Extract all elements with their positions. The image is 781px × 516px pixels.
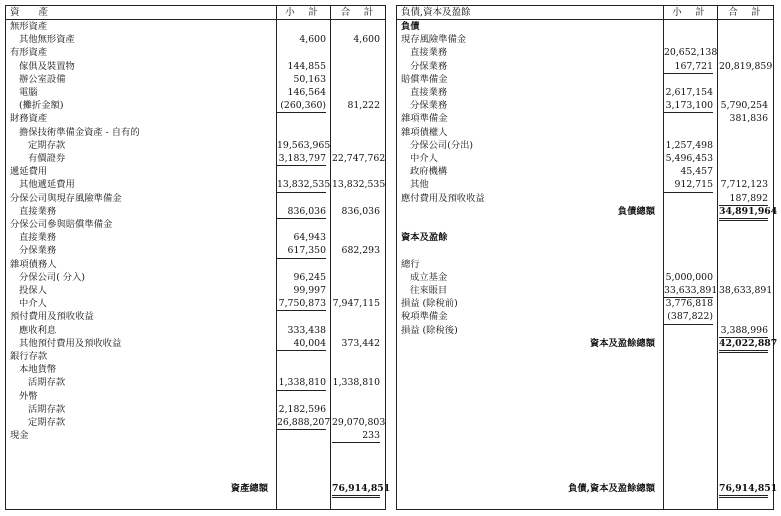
subtotal-cell: 45,457 — [680, 166, 713, 178]
total-cell: 682,293 — [341, 245, 380, 257]
subtotal-cell: 1,257,498 — [665, 139, 713, 151]
subtotal-cell: 20,652,138 — [664, 47, 718, 59]
subtotal-cell — [277, 20, 326, 33]
subtotal-cell — [664, 20, 713, 33]
subtotal-cell: 912,715 — [664, 178, 713, 192]
subtotal-cell — [277, 350, 326, 363]
row-label: 定期存款 — [28, 139, 66, 151]
subtotal-cell — [664, 363, 713, 376]
table-row — [6, 231, 385, 244]
table-row — [397, 73, 773, 86]
subtotal-cell — [277, 218, 326, 231]
table-row — [397, 218, 773, 231]
table-row — [397, 442, 773, 455]
total-cell — [332, 126, 380, 139]
total-cell — [719, 297, 768, 310]
table-row — [6, 350, 385, 363]
table-row — [397, 258, 773, 271]
total-cell: 836,036 — [341, 205, 380, 217]
table-row — [397, 350, 773, 363]
subtotal-cell — [664, 442, 713, 455]
total-cell: 381,836 — [729, 113, 768, 125]
row-label: 雜項債權人 — [401, 126, 448, 138]
table-row — [397, 20, 773, 33]
table-row — [397, 469, 773, 482]
row-label: 活期存款 — [28, 377, 66, 389]
subtotal-cell — [277, 46, 326, 59]
table-row — [6, 86, 385, 99]
row-label: 其他無形資產 — [19, 34, 75, 46]
table-row — [6, 112, 385, 125]
subtotal-cell: (387,822) — [664, 310, 713, 324]
total-cell — [332, 390, 380, 403]
row-label: 有價證券 — [28, 153, 66, 164]
table-row — [397, 178, 773, 191]
subtotal-cell — [277, 456, 326, 469]
row-label: 投保人 — [19, 285, 47, 296]
row-label: 中介人 — [410, 153, 438, 164]
subtotal-cell: 5,000,000 — [665, 271, 713, 283]
table-row — [397, 324, 773, 337]
total-cell — [332, 284, 380, 297]
table-row — [397, 429, 773, 442]
subtotal-cell — [664, 456, 713, 469]
total-cell — [719, 416, 768, 429]
row-label: 活期存款 — [28, 403, 66, 415]
subtotal-cell — [664, 231, 713, 244]
row-label: 雜項準備金 — [401, 113, 448, 125]
table-row — [397, 271, 773, 284]
table-row — [397, 337, 778, 350]
assets-header-row — [6, 6, 385, 20]
row-label: 資本及盈餘總額 — [589, 337, 655, 349]
table-row — [6, 33, 385, 46]
table-row — [6, 139, 385, 152]
total-cell — [332, 139, 380, 152]
table-row — [6, 73, 385, 86]
total-cell — [719, 456, 768, 469]
table-row — [6, 429, 385, 442]
total-cell — [332, 310, 380, 323]
subtotal-cell: 836,036 — [277, 205, 326, 219]
total-cell — [719, 231, 768, 244]
row-label: 分保公司( 分入) — [19, 271, 85, 283]
row-label: 負債總額 — [617, 205, 655, 217]
subtotal-cell: 40,004 — [277, 337, 326, 351]
subtotal-cell — [277, 363, 326, 376]
row-label: 分保公司與現存風險準備金 — [10, 192, 122, 204]
subtotal-cell — [277, 482, 326, 495]
total-cell: 1,338,810 — [332, 377, 380, 389]
total-cell — [332, 218, 380, 231]
row-label: 定期存款 — [28, 417, 66, 428]
total-cell — [719, 310, 768, 323]
subtotal-cell: 13,832,535 — [277, 178, 326, 192]
row-label: 政府機構 — [410, 166, 448, 178]
subtotal-cell — [664, 350, 713, 363]
row-label: 現金 — [10, 430, 29, 442]
table-row — [397, 112, 773, 125]
subtotal-cell: 50,163 — [293, 73, 326, 85]
total-cell — [719, 376, 768, 389]
liabilities-subtotal-header: 小 計 — [672, 7, 707, 18]
table-row — [397, 403, 773, 416]
subtotal-cell: 617,350 — [277, 244, 326, 258]
subtotal-cell — [277, 390, 326, 403]
table-row — [397, 416, 773, 429]
total-cell — [719, 469, 768, 482]
table-row — [6, 244, 385, 257]
table-row — [6, 376, 385, 389]
table-row — [6, 469, 385, 482]
subtotal-cell — [277, 469, 326, 482]
table-row — [397, 60, 773, 73]
table-row — [397, 310, 773, 323]
table-row — [397, 231, 773, 244]
total-cell — [719, 139, 768, 152]
subtotal-cell — [664, 126, 713, 139]
table-row — [397, 284, 773, 297]
total-cell: 7,947,115 — [332, 298, 380, 310]
table-row — [6, 337, 385, 350]
table-row — [6, 258, 385, 271]
row-label: 傢俱及裝置物 — [19, 60, 75, 72]
row-label: 直接業務 — [19, 205, 57, 217]
subtotal-cell: 4,600 — [299, 34, 326, 46]
total-cell — [332, 20, 380, 33]
total-cell — [719, 33, 768, 46]
subtotal-cell: 5,496,453 — [665, 153, 713, 164]
subtotal-cell: 167,721 — [664, 60, 713, 74]
total-cell — [719, 271, 768, 284]
total-cell — [719, 429, 768, 442]
table-row — [397, 297, 773, 310]
total-cell: 81,222 — [347, 100, 380, 112]
total-cell — [719, 244, 768, 257]
total-cell — [332, 73, 380, 86]
subtotal-cell: 99,997 — [293, 285, 326, 296]
row-label: 直接業務 — [410, 87, 448, 98]
subtotal-cell: 7,750,873 — [277, 297, 326, 311]
subtotal-cell: (260,360) — [277, 99, 326, 113]
table-row — [397, 33, 773, 46]
subtotal-cell — [664, 73, 713, 86]
total-cell — [719, 403, 768, 416]
table-row — [6, 20, 385, 33]
total-cell — [332, 469, 380, 482]
row-label: 總行 — [401, 258, 420, 270]
row-label: 應付費用及預收收益 — [401, 192, 485, 204]
row-label: 直接業務 — [19, 232, 57, 244]
subtotal-cell — [277, 429, 326, 442]
row-label: 分保業務 — [19, 245, 57, 257]
total-cell: 233 — [332, 429, 380, 443]
row-label: 損益 (除稅後) — [401, 324, 458, 336]
row-label: 負債 — [401, 21, 420, 32]
total-cell — [332, 456, 380, 469]
table-row — [397, 46, 773, 59]
total-cell — [719, 390, 768, 403]
table-row — [397, 192, 773, 205]
subtotal-cell: 19,563,965 — [277, 139, 331, 151]
table-row — [397, 205, 778, 218]
table-row — [6, 403, 385, 416]
row-label: 應收利息 — [19, 324, 57, 336]
subtotal-cell: 33,633,891 — [664, 284, 713, 298]
subtotal-cell: 3,183,797 — [277, 152, 326, 166]
assets-panel — [5, 5, 391, 510]
total-cell: 5,790,254 — [720, 100, 768, 112]
table-row — [6, 310, 385, 323]
liabilities-item-header: 負債,資本及盈餘 — [401, 7, 471, 18]
subtotal-cell: 333,438 — [287, 324, 326, 336]
total-cell: 76,914,851 — [332, 482, 380, 498]
subtotal-cell — [664, 218, 713, 231]
table-row — [6, 416, 385, 429]
subtotal-cell: 26,888,207 — [277, 416, 326, 430]
table-row — [6, 218, 385, 231]
row-label: 電腦 — [19, 87, 38, 98]
row-label: 外幣 — [19, 390, 38, 402]
table-row — [6, 390, 385, 403]
table-row — [397, 244, 773, 257]
total-cell — [719, 363, 768, 376]
assets-item-header: 資 產 — [10, 7, 49, 18]
subtotal-cell — [664, 258, 713, 271]
total-cell — [332, 192, 380, 205]
liabilities-panel — [396, 5, 778, 510]
table-row — [6, 165, 385, 178]
subtotal-cell: 3,776,818 — [665, 298, 713, 310]
total-cell: 373,442 — [341, 337, 380, 349]
subtotal-cell — [664, 376, 713, 389]
subtotal-cell — [664, 337, 713, 350]
subtotal-cell — [664, 244, 713, 257]
table-row — [6, 482, 391, 495]
table-row — [397, 495, 773, 508]
total-cell — [332, 442, 380, 455]
subtotal-cell — [277, 192, 326, 205]
subtotal-cell — [664, 112, 713, 125]
row-label: (攤折金額) — [19, 100, 64, 112]
total-cell — [719, 152, 768, 165]
row-label: 財務資產 — [10, 113, 48, 125]
table-row — [397, 363, 773, 376]
total-cell — [719, 495, 768, 508]
liabilities-total-header: 合 計 — [728, 7, 763, 18]
total-cell — [719, 442, 768, 455]
row-label: 現存風險準備金 — [401, 34, 467, 46]
row-label: 損益 (除稅前) — [401, 298, 458, 310]
total-cell: 13,832,535 — [332, 179, 386, 191]
subtotal-cell — [664, 469, 713, 482]
subtotal-cell — [664, 495, 713, 508]
total-cell — [332, 86, 380, 99]
table-row — [6, 363, 385, 376]
table-row — [6, 495, 385, 508]
subtotal-cell: 96,245 — [293, 271, 326, 283]
subtotal-cell: 2,617,154 — [665, 87, 713, 98]
total-cell — [332, 363, 380, 376]
total-cell — [719, 46, 768, 59]
assets-subtotal-header: 小 計 — [285, 7, 320, 18]
total-cell: 20,819,859 — [719, 60, 773, 72]
total-cell: 3,388,996 — [719, 324, 768, 338]
row-label: 無形資產 — [10, 21, 48, 32]
table-row — [397, 86, 773, 99]
row-label: 預付費用及預收收益 — [10, 311, 94, 323]
row-label: 負債,資本及盈餘總額 — [568, 483, 655, 494]
table-row — [6, 271, 385, 284]
subtotal-cell: 144,855 — [287, 60, 326, 72]
table-row — [6, 456, 385, 469]
total-cell — [719, 165, 768, 178]
total-cell: 29,070,803 — [332, 417, 386, 428]
subtotal-cell: 64,943 — [293, 232, 326, 244]
subtotal-cell — [277, 258, 326, 271]
table-row — [6, 284, 385, 297]
total-cell — [719, 258, 768, 271]
total-cell — [719, 73, 768, 86]
table-row — [397, 126, 773, 139]
total-cell — [332, 258, 380, 271]
subtotal-cell — [664, 192, 713, 205]
row-label: 其他 — [410, 179, 429, 191]
subtotal-cell — [664, 482, 713, 495]
row-label: 稅項準備金 — [401, 311, 448, 323]
total-cell: 38,633,891 — [719, 285, 773, 296]
row-label: 擔保技術準備金資產 - 自有的 — [19, 126, 140, 138]
row-label: 遞延費用 — [10, 166, 48, 178]
subtotal-cell — [277, 310, 326, 323]
table-row — [6, 152, 385, 165]
table-row — [397, 456, 773, 469]
subtotal-cell — [664, 416, 713, 429]
subtotal-cell — [277, 126, 326, 139]
row-label: 分保公司參與賠償準備金 — [10, 219, 113, 230]
table-row — [6, 126, 385, 139]
total-cell — [332, 46, 380, 59]
subtotal-cell: 2,182,596 — [278, 403, 326, 415]
row-label: 資本及盈餘 — [401, 232, 448, 244]
total-cell — [332, 403, 380, 416]
total-cell — [332, 350, 380, 363]
table-row — [6, 46, 385, 59]
table-row — [6, 99, 385, 112]
total-cell: 187,892 — [719, 192, 768, 206]
subtotal-cell — [277, 112, 326, 125]
subtotal-cell — [664, 429, 713, 442]
subtotal-cell — [277, 495, 326, 508]
total-cell — [719, 126, 768, 139]
row-label: 分保公司(分出) — [410, 139, 474, 151]
subtotal-cell — [664, 205, 713, 218]
table-row — [397, 139, 773, 152]
subtotal-cell: 146,564 — [287, 87, 326, 98]
row-label: 本地貨幣 — [19, 364, 57, 376]
table-row — [397, 482, 778, 495]
total-cell — [719, 350, 768, 363]
table-row — [6, 192, 385, 205]
table-row — [397, 152, 773, 165]
table-row — [6, 324, 385, 337]
row-label: 資產總額 — [230, 483, 268, 494]
total-cell: 42,022,887 — [719, 337, 768, 353]
subtotal-cell: 3,173,100 — [664, 99, 713, 113]
total-cell — [332, 112, 380, 125]
table-row — [397, 99, 773, 112]
row-label: 往來賬目 — [410, 285, 448, 296]
row-label: 成立基金 — [410, 271, 448, 283]
row-label: 銀行存款 — [10, 351, 48, 362]
row-label: 其他遞延費用 — [19, 179, 75, 191]
table-row — [397, 165, 773, 178]
assets-total-header: 合 計 — [340, 7, 376, 18]
total-cell: 7,712,123 — [720, 179, 768, 191]
table-row — [6, 178, 385, 191]
row-label: 中介人 — [19, 298, 47, 310]
subtotal-cell — [664, 324, 713, 337]
row-label: 其他預付費用及預收收益 — [19, 337, 122, 349]
subtotal-cell — [664, 33, 713, 46]
total-cell — [332, 271, 380, 284]
row-label: 辦公室設備 — [19, 73, 66, 85]
total-cell: 76,914,851 — [719, 482, 768, 498]
subtotal-cell — [664, 403, 713, 416]
subtotal-cell — [277, 442, 326, 455]
row-label: 雜項債務人 — [10, 258, 57, 270]
row-label: 賠償準備金 — [401, 73, 448, 85]
total-cell — [719, 20, 768, 33]
total-cell — [719, 86, 768, 99]
total-cell — [332, 231, 380, 244]
row-label: 有形資產 — [10, 47, 48, 59]
table-row — [6, 60, 385, 73]
row-label: 分保業務 — [410, 60, 448, 72]
total-cell — [332, 60, 380, 73]
table-row — [6, 205, 385, 218]
total-cell — [719, 218, 768, 231]
total-cell — [332, 324, 380, 337]
total-cell — [332, 165, 380, 178]
subtotal-cell — [277, 165, 326, 178]
subtotal-cell: 1,338,810 — [277, 376, 326, 390]
table-row — [397, 390, 773, 403]
total-cell — [332, 495, 380, 508]
table-row — [6, 297, 385, 310]
total-cell: 4,600 — [353, 34, 380, 46]
table-row — [397, 376, 773, 389]
table-row — [6, 442, 385, 455]
subtotal-cell — [664, 390, 713, 403]
total-cell: 34,891,964 — [719, 205, 768, 221]
row-label: 分保業務 — [410, 100, 448, 112]
total-cell: 22,747,762 — [332, 153, 386, 164]
row-label: 直接業務 — [410, 47, 448, 59]
